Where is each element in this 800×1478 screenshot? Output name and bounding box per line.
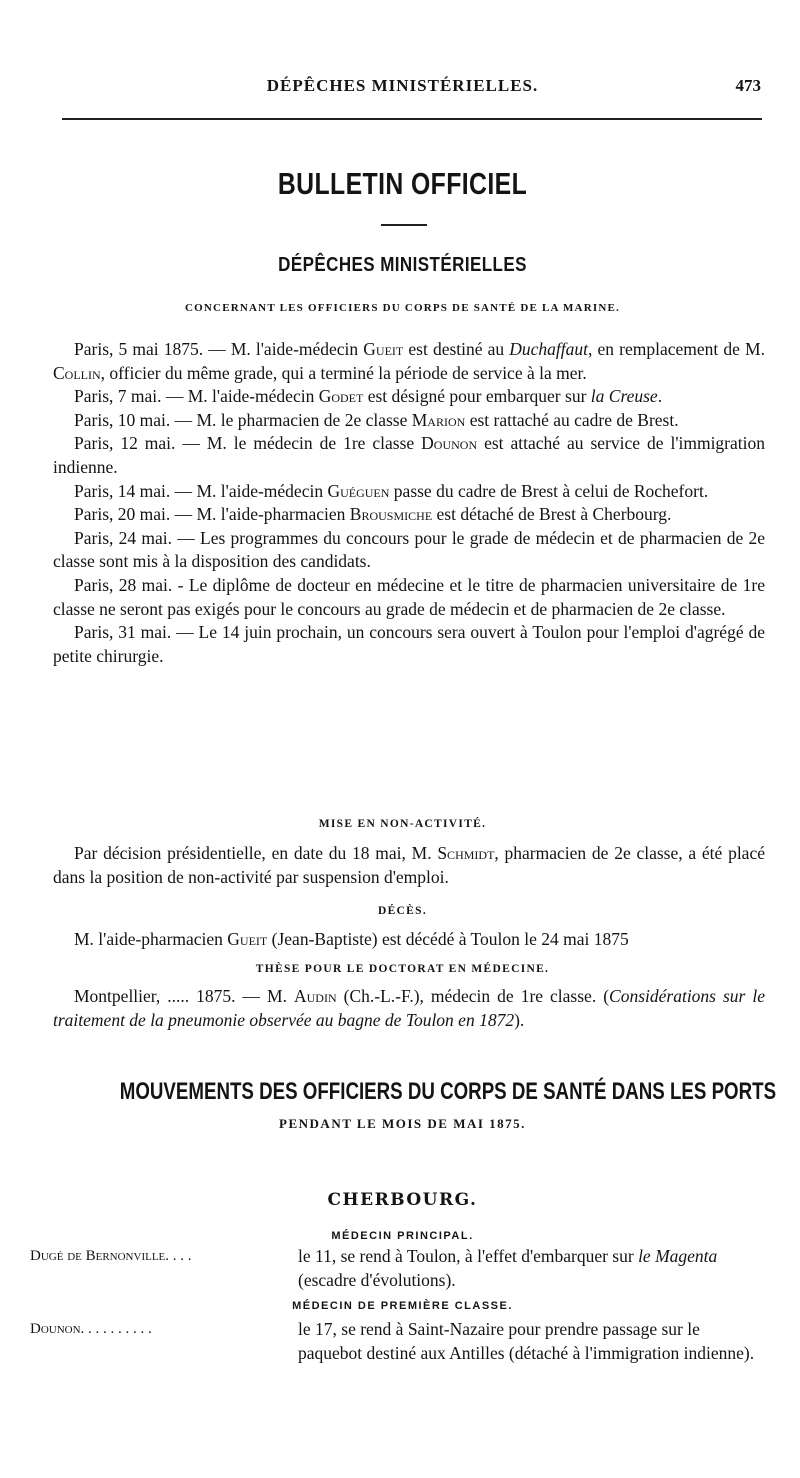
- officer-name: Dugé de Bernonville. . . .: [30, 1248, 192, 1264]
- header-rule: [62, 118, 762, 120]
- document-page: [30, 0, 777, 1478]
- person-name: Brousmiche: [349, 504, 433, 525]
- section-title: DÉPÊCHES MINISTÉRIELLES: [278, 254, 527, 276]
- ship-name: Duchaffaut: [509, 339, 589, 359]
- dispatch-paragraph: Paris, 5 mai 1875. — M. l'aide-médecin Gueit est destiné au Duchaffaut, en remplacement de M. Collin, officier du même grade, qui a terminé la période de service à la mer.: [53, 339, 765, 383]
- person-name: Collin: [53, 362, 101, 383]
- deaths-heading: DÉCÈS.: [377, 905, 428, 917]
- ship-name: la Creuse: [590, 386, 658, 407]
- person-name: Gueit: [363, 339, 404, 359]
- movements-subheading: PENDANT LE MOIS DE MAI 1875.: [279, 1116, 526, 1131]
- dispatch-paragraph: Paris, 28 mai. - Le diplôme de docteur en médecine et le titre de pharmacien universitaire de 1re classe ne seront pas exigés pour le concours au grade de médecin et de pharmacien de 2e classe.: [53, 574, 765, 619]
- movements-heading: MOUVEMENTS DES OFFICIERS DU CORPS DE SANTÉ DANS LES PORTS: [119, 1078, 777, 1105]
- person-name: Guéguen: [327, 480, 390, 501]
- grade-heading: MÉDECIN PRINCIPAL.: [331, 1230, 474, 1242]
- ship-name: le Magenta: [638, 1246, 718, 1266]
- running-title: DÉPÊCHES MINISTÉRIELLES.: [266, 76, 539, 95]
- bulletin-title: BULLETIN OFFICIEL: [277, 166, 528, 201]
- person-name: Dounon: [421, 433, 478, 454]
- person-name: Godet: [318, 386, 364, 407]
- movement-detail: le 17, se rend à Saint-Nazaire pour prendre passage sur le paquebot destiné aux Antilles (détaché à l'immigration indienne).: [298, 1319, 755, 1363]
- person-name: Marion: [411, 409, 466, 430]
- page-number: 473: [735, 76, 761, 95]
- person-name: Gueit: [227, 929, 268, 949]
- dispatch-paragraph: Paris, 20 mai. — M. l'aide-pharmacien Brousmiche est détaché de Brest à Cherbourg.: [74, 504, 672, 525]
- movement-detail: le 11, se rend à Toulon, à l'effet d'embarquer sur le Magenta (escadre d'évolutions).: [298, 1246, 718, 1290]
- dispatch-paragraph: Paris, 14 mai. — M. l'aide-médecin Guéguen passe du cadre de Brest à celui de Rochefort.: [74, 480, 709, 501]
- deaths-paragraph: M. l'aide-pharmacien Gueit (Jean-Baptiste) est décédé à Toulon le 24 mai 1875: [74, 929, 629, 949]
- dispatch-paragraph: Paris, 7 mai. — M. l'aide-médecin Godet est désigné pour embarquer sur la Creuse.: [74, 386, 663, 407]
- person-name: Schmidt: [437, 843, 495, 863]
- dispatch-paragraph: Paris, 10 mai. — M. le pharmacien de 2e classe Marion est rattaché au cadre de Brest.: [74, 409, 679, 430]
- person-name: Audin: [294, 986, 337, 1006]
- running-head: [40, 76, 765, 102]
- non-activity-paragraph: Par décision présidentielle, en date du 18 mai, M. Schmidt, pharmacien de 2e classe, a été placé dans la position de non-activité par suspension d'emploi.: [53, 843, 765, 887]
- grade-heading: MÉDECIN DE PREMIÈRE CLASSE.: [292, 1300, 513, 1312]
- thesis-paragraph: Montpellier, ..... 1875. — M. Audin (Ch.-L.-F.), médecin de 1re classe. (Considérations sur le traitement de la pneumonie observée au bagne de Toulon en 1872).: [53, 986, 765, 1030]
- dispatch-paragraph: Paris, 31 mai. — Le 14 juin prochain, un concours sera ouvert à Toulon pour l'emploi d'agrégé de petite chirurgie.: [53, 622, 765, 666]
- dispatch-list: [53, 338, 765, 668]
- thesis-title: Considérations sur le traitement de la pneumonie observée au bagne de Toulon en 1872: [53, 986, 765, 1030]
- section-subtitle: CONCERNANT LES OFFICIERS DU CORPS DE SANTÉ DE LA MARINE.: [185, 302, 620, 314]
- non-activity-heading: MISE EN NON-ACTIVITÉ.: [318, 818, 487, 830]
- officer-name: Dounon. . . . . . . . . .: [30, 1321, 152, 1337]
- title-rule: [381, 224, 427, 226]
- dispatch-paragraph: Paris, 12 mai. — M. le médecin de 1re classe Dounon est attaché au service de l'immigration indienne.: [53, 433, 766, 477]
- port-heading: CHERBOURG.: [327, 1190, 478, 1210]
- thesis-heading: THÈSE POUR LE DOCTORAT EN MÉDECINE.: [255, 963, 550, 975]
- dispatch-paragraph: Paris, 24 mai. — Les programmes du concours pour le grade de médecin et de pharmacien de 2e classe sont mis à la disposition des candidats.: [53, 527, 765, 572]
